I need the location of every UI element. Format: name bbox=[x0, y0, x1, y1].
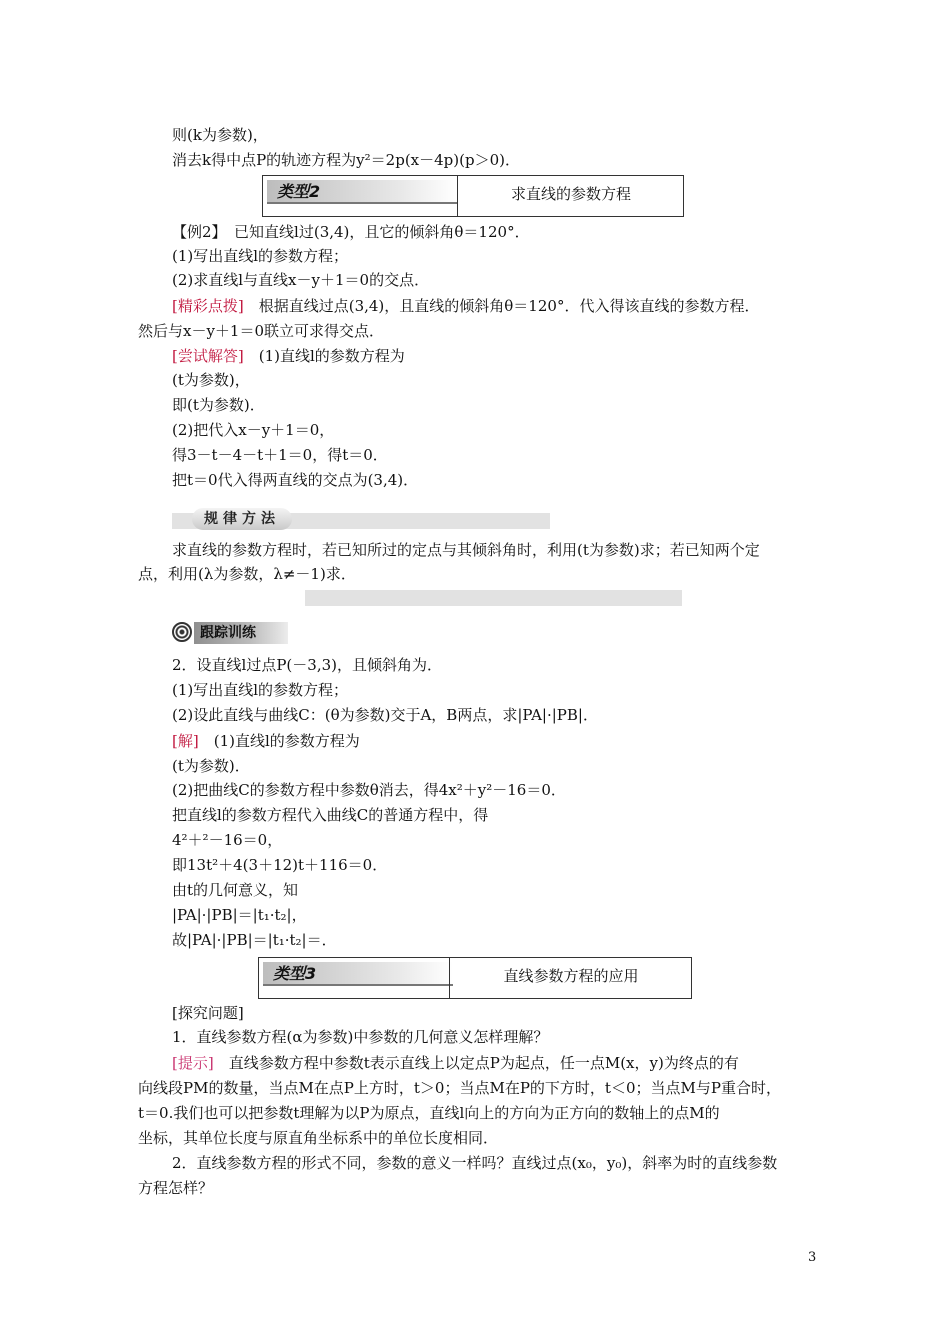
text-line: 方程怎样？ bbox=[138, 1179, 214, 1197]
text-line: (1)写出直线l的参数方程； bbox=[172, 247, 349, 265]
text-line: |PA|·|PB|＝|t₁·t₂|， bbox=[172, 906, 307, 924]
text-line: [探究问题] bbox=[172, 1004, 244, 1022]
hint-label: [精彩点拨] bbox=[172, 297, 244, 315]
text-line: 1．直线参数方程(α为参数)中参数的几何意义怎样理解？ bbox=[172, 1028, 549, 1046]
track-label: 跟踪训练 bbox=[194, 622, 288, 644]
text-line: 把直线l的参数方程代入曲线C的普通方程中，得 bbox=[172, 806, 489, 824]
try-text: (1)直线l的参数方程为 bbox=[243, 347, 405, 365]
type3-title: 直线参数方程的应用 bbox=[449, 958, 692, 998]
try-label: [尝试解答] bbox=[172, 347, 244, 365]
target-icon bbox=[172, 622, 192, 642]
text-line: 然后与x－y＋1＝0联立可求得交点． bbox=[138, 322, 385, 340]
text-line: 2．设直线l过点P(－3,3)，且倾斜角为． bbox=[172, 656, 442, 674]
example-2 bbox=[172, 222, 530, 242]
tip-line bbox=[172, 1053, 739, 1073]
text-line: 4²＋²－16＝0， bbox=[172, 831, 283, 849]
hint-text: 根据直线过点(3,4)，且直线的倾斜角θ＝120°．代入得该直线的参数方程． bbox=[243, 297, 760, 315]
text-line: (2)求直线l与直线x－y＋1＝0的交点． bbox=[172, 271, 430, 289]
solution-label: [解] bbox=[172, 732, 199, 750]
text-line: 由t的几何意义，知 bbox=[172, 881, 299, 899]
text-line: 则(k为参数)， bbox=[172, 126, 268, 144]
type2-title: 求直线的参数方程 bbox=[457, 176, 684, 216]
type3-tag: 类型3 bbox=[263, 962, 453, 986]
text-line: 消去k得中点P的轨迹方程为y²＝2p(x－4p)(p＞0)． bbox=[172, 151, 520, 169]
text-line: 故|PA|·|PB|＝|t₁·t₂|＝． bbox=[172, 931, 337, 949]
text-line: (2)把代入x－y＋1＝0， bbox=[172, 421, 335, 439]
text-line: (t为参数)， bbox=[172, 371, 250, 389]
text-line: (2)设此直线与曲线C：(θ为参数)交于A，B两点，求|PA|·|PB|． bbox=[172, 706, 598, 724]
text-line: 即13t²＋4(3＋12)t＋116＝0． bbox=[172, 856, 388, 874]
text-line: 求直线的参数方程时，若已知所过的定点与其倾斜角时，利用(t为参数)求；若已知两个定 bbox=[172, 541, 760, 559]
example-text: 已知直线l过(3,4)，且它的倾斜角θ＝120°． bbox=[219, 223, 530, 241]
text-line: 点，利用(λ为参数，λ≠－1)求． bbox=[138, 565, 356, 583]
tip-label: [提示] bbox=[172, 1054, 214, 1072]
text-line: 坐标，其单位长度与原直角坐标系中的单位长度相同． bbox=[138, 1129, 499, 1147]
solution-text: (1)直线l的参数方程为 bbox=[198, 732, 360, 750]
text-line: (1)写出直线l的参数方程； bbox=[172, 681, 349, 699]
text-line: 2．直线参数方程的形式不同，参数的意义一样吗？直线过点(x₀，y₀)，斜率为时的直线参数 bbox=[172, 1154, 778, 1172]
tip-text: 直线参数方程中参数t表示直线上以定点P为起点，任一点M(x，y)为终点的有 bbox=[213, 1054, 739, 1072]
text-line: 即(t为参数)． bbox=[172, 396, 265, 414]
text-line: t＝0.我们也可以把参数t理解为以P为原点，直线l向上的方向为正方向的数轴上的点M的 bbox=[138, 1104, 720, 1122]
method-label: 规律方法 bbox=[192, 508, 292, 530]
text-line: (t为参数)． bbox=[172, 757, 250, 775]
text-line: (2)把曲线C的参数方程中参数θ消去，得4x²＋y²－16＝0． bbox=[172, 781, 566, 799]
type2-header bbox=[262, 175, 684, 217]
type3-header bbox=[258, 957, 692, 999]
text-line: 把t＝0代入得两直线的交点为(3,4)． bbox=[172, 471, 419, 489]
divider-bar bbox=[305, 590, 682, 606]
type2-tag: 类型2 bbox=[267, 180, 457, 204]
example-label: 【例2】 bbox=[172, 223, 220, 241]
text-line: 得3－t－4－t＋1＝0，得t＝0． bbox=[172, 446, 388, 464]
hint-line bbox=[172, 296, 759, 316]
try-line bbox=[172, 346, 405, 366]
solution-line bbox=[172, 731, 360, 751]
page-number: 3 bbox=[808, 1250, 817, 1265]
text-line: 向线段PM的数量，当点M在点P上方时，t＞0；当点M在P的下方时，t＜0；当点M与P重合时， bbox=[138, 1079, 781, 1097]
